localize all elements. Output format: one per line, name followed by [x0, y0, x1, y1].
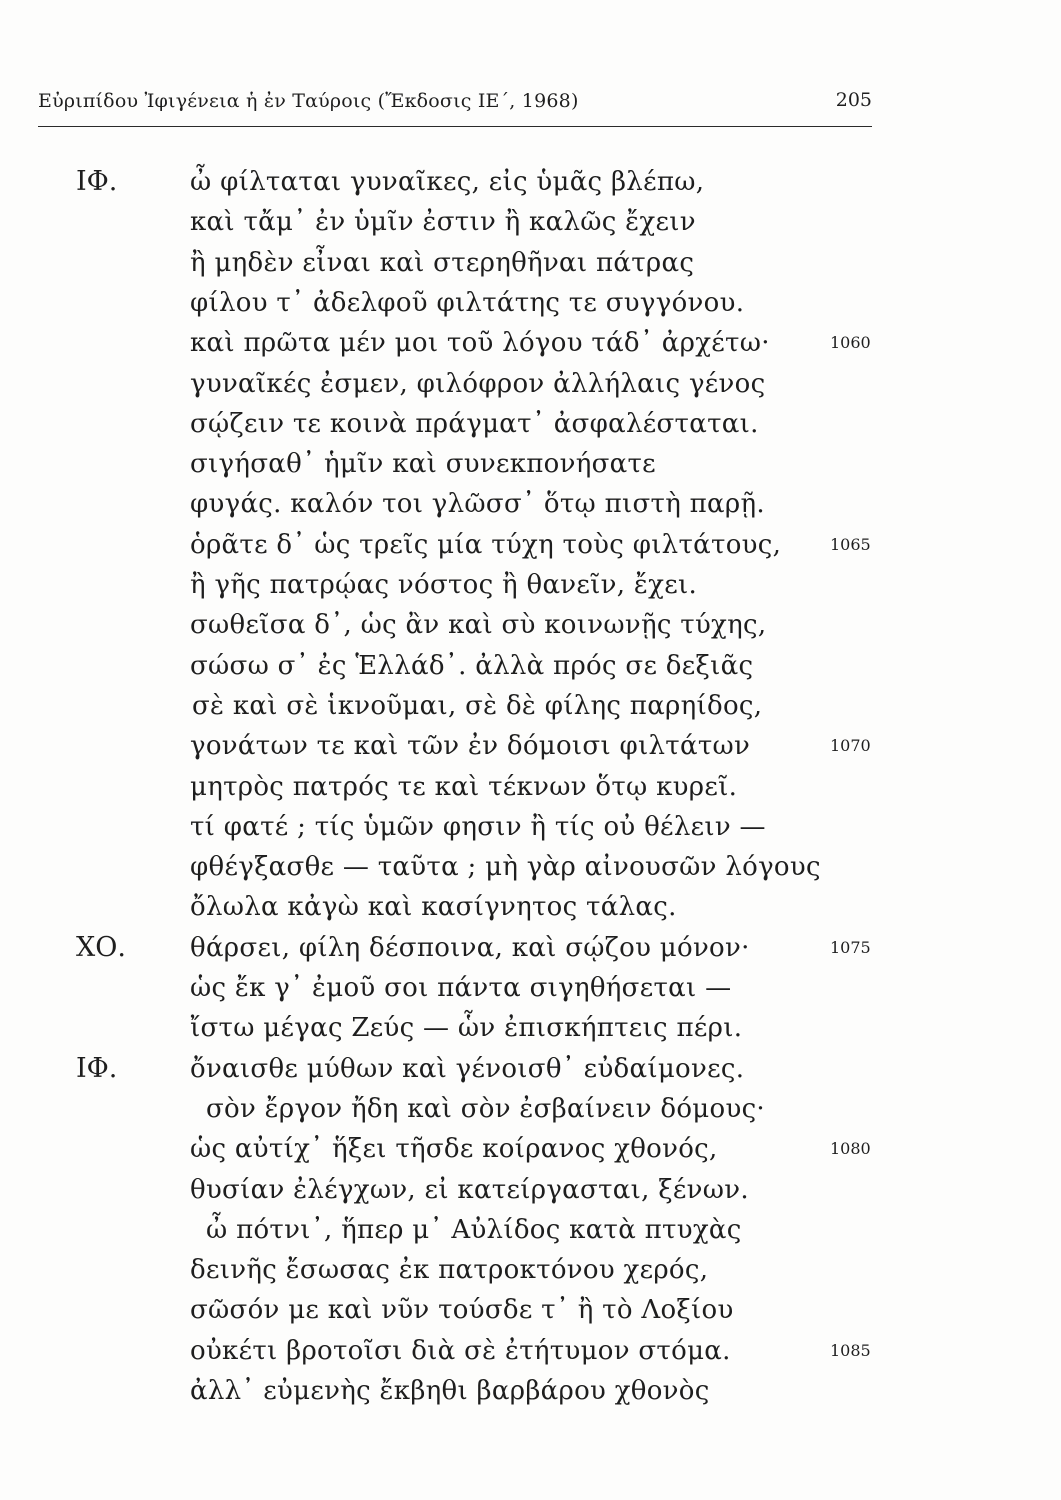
verse-text: τί φατέ ; τίς ὑμῶν φησιν ἢ τίς οὐ θέλειν —	[190, 811, 766, 842]
verse-line	[0, 728, 1061, 768]
verse-text: γυναῖκές ἐσμεν, φιλόφρον ἀλλήλαις γένος	[190, 368, 766, 399]
verse-line	[0, 930, 1061, 970]
verse-line	[0, 204, 1061, 244]
verse-line	[0, 809, 1061, 849]
verse-text: φθέγξασθε — ταῦτα ; μὴ γὰρ αἰνουσῶν λόγους	[190, 852, 821, 883]
verse-line	[0, 1373, 1061, 1413]
verse-text: ἴστω μέγας Ζεύς — ὧν ἐπισκήπτεις πέρι.	[190, 1013, 743, 1044]
verse-text: ὄναισθε μύθων καὶ γένοισθ᾽ εὐδαίμονες.	[190, 1053, 745, 1084]
verse-text: φυγάς. καλόν τοι γλῶσσ᾽ ὅτῳ πιστὴ παρῇ.	[190, 489, 765, 520]
line-number: 1080	[830, 1139, 871, 1159]
verse-text: ἢ γῆς πατρῴας νόστος ἢ θανεῖν, ἔχει.	[190, 570, 698, 600]
verse-text: μητρὸς πατρός τε καὶ τέκνων ὅτῳ κυρεῖ.	[190, 771, 738, 802]
verse-line	[0, 1333, 1061, 1373]
verse-text: ὡς ἔκ γ᾽ ἐμοῦ σοι πάντα σιγηθήσεται —	[190, 973, 732, 1003]
verse-line	[0, 1172, 1061, 1212]
verse-text: σὸν ἔργον ἤδη καὶ σὸν ἐσβαίνειν δόμους·	[206, 1093, 765, 1124]
verse-line	[0, 1252, 1061, 1292]
verse-line	[0, 970, 1061, 1010]
verse-text: ὡς αὐτίχ᾽ ἥξει τῆσδε κοίρανος χθονός,	[190, 1134, 718, 1165]
verse-text: θάρσει, φίλη δέσποινα, καὶ σῴζου μόνον·	[190, 932, 750, 963]
verse-text: σῴζειν τε κοινὰ πράγματ᾽ ἀσφαλέσταται.	[190, 408, 759, 439]
verse-text: ὄλωλα κἀγὼ καὶ κασίγνητος τάλας.	[190, 892, 677, 923]
verse-text: οὐκέτι βροτοῖσι διὰ σὲ ἐτήτυμον στόμα.	[190, 1335, 731, 1366]
verse-line	[0, 849, 1061, 889]
verse-line	[0, 406, 1061, 446]
verse-text: σωθεῖσα δ᾽, ὡς ἂν καὶ σὺ κοινωνῇς τύχης,	[190, 610, 767, 641]
running-head	[38, 90, 872, 124]
speaker-label: ΙΦ.	[76, 1052, 118, 1084]
verse-line	[0, 1131, 1061, 1171]
speaker-label: ΧΟ.	[76, 931, 126, 963]
verse-text: καὶ πρῶτα μέν μοι τοῦ λόγου τάδ᾽ ἀρχέτω·	[190, 328, 770, 359]
running-title: Εὐριπίδου Ἰφιγένεια ἡ ἐν Ταύροις (Ἔκδοσις ΙΕ΄, 1968)	[38, 90, 579, 112]
verse-line	[0, 285, 1061, 325]
page-number: 205	[835, 89, 872, 111]
verse-line	[0, 567, 1061, 607]
verse-text: γονάτων τε καὶ τῶν ἐν δόμοισι φιλτάτων	[190, 731, 751, 762]
verse-line	[0, 164, 1061, 204]
line-number: 1060	[830, 333, 871, 353]
verse-text: σιγήσαθ᾽ ἡμῖν καὶ συνεκπονήσατε	[190, 449, 656, 480]
verse-text: θυσίαν ἐλέγχων, εἰ κατείργασται, ξένων.	[190, 1174, 749, 1205]
verse-text: ὁρᾶτε δ᾽ ὡς τρεῖς μία τύχη τοὺς φιλτάτους,	[190, 529, 782, 560]
verse-line	[0, 607, 1061, 647]
verse-text: σῶσόν με καὶ νῦν τούσδε τ᾽ ἢ τὸ Λοξίου	[190, 1295, 734, 1326]
verse-line	[0, 1212, 1061, 1252]
line-number: 1070	[830, 736, 871, 756]
line-number: 1075	[830, 937, 871, 957]
verse-line	[0, 1010, 1061, 1050]
verse-text: ὦ πότνι᾽, ἥπερ μ᾽ Αὐλίδος κατὰ πτυχὰς	[206, 1214, 742, 1245]
speaker-label: ΙΦ.	[76, 166, 118, 197]
verse-text: ἀλλ᾽ εὐμενὴς ἔκβηθι βαρβάρου χθονὸς	[190, 1376, 710, 1406]
verse-line	[0, 527, 1061, 567]
verse-line	[0, 769, 1061, 809]
verse-line	[0, 366, 1061, 406]
verse-line	[0, 245, 1061, 285]
verse-line	[0, 446, 1061, 486]
verse-line	[0, 325, 1061, 365]
verse-line	[0, 688, 1061, 728]
verse-text: σὲ καὶ σὲ ἱκνοῦμαι, σὲ δὲ φίλης παρηίδος,	[192, 690, 763, 721]
verse-text: ἢ μηδὲν εἶναι καὶ στερηθῆναι πάτρας	[190, 247, 695, 278]
verse-line	[0, 648, 1061, 688]
verse-text: δεινῆς ἔσωσας ἐκ πατροκτόνου χερός,	[190, 1255, 709, 1286]
line-number: 1085	[830, 1340, 871, 1360]
verse-text: ὦ φίλταται γυναῖκες, εἰς ὑμᾶς βλέπω,	[190, 167, 705, 197]
verse-text: φίλου τ᾽ ἀδελφοῦ φιλτάτης τε συγγόνου.	[190, 287, 745, 318]
verse-text: καὶ τἄμ᾽ ἐν ὑμῖν ἐστιν ἢ καλῶς ἔχειν	[190, 207, 696, 238]
line-number: 1065	[830, 534, 871, 554]
verse-line	[0, 889, 1061, 929]
verse-line	[0, 1091, 1061, 1131]
verse-text: σώσω σ᾽ ἐς Ἑλλάδ᾽. ἀλλὰ πρός σε δεξιᾶς	[190, 650, 754, 681]
header-rule	[38, 126, 872, 127]
verse-line	[0, 486, 1061, 526]
verse-line	[0, 1051, 1061, 1091]
verse-line	[0, 1292, 1061, 1332]
